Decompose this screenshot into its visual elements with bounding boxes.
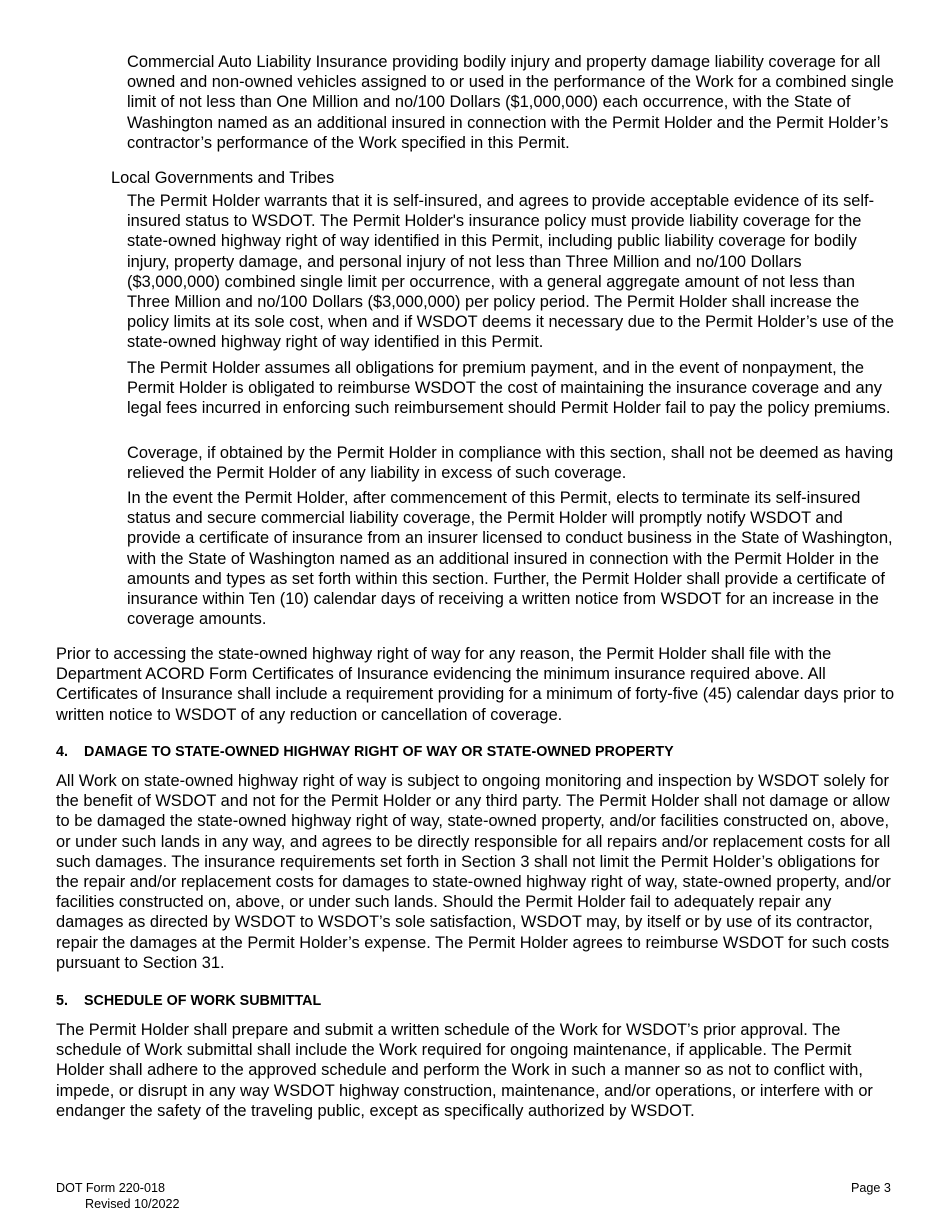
auto-liability-paragraph: Commercial Auto Liability Insurance providing bodily injury and property damage liability coverage for all owned and non-owned vehicles assigned to or used in the performance of the Work for a combined single limit of not less than One Million and no/100 Dollars ($1,000,000) each occurrence, with the State of Washington named as an additional insured in connection with the Permit Holder and the Permit Holder’s contractor’s performance of the Work specified in this Permit.	[127, 53, 894, 152]
prior-access-paragraph: Prior to accessing the state-owned highway right of way for any reason, the Permit Holder shall file with the Department ACORD Form Certificates of Insurance evidencing the minimum insurance required above. All Certificates of Insurance shall include a requirement providing for a minimum of forty-five (45) calendar days prior to written notice to WSDOT of any reduction or cancellation of coverage.	[56, 645, 895, 724]
footer-form-info	[56, 1181, 180, 1212]
footer-form-number: DOT Form 220-018	[56, 1181, 165, 1195]
section-4-number: 4.	[56, 744, 68, 760]
premium-payment-paragraph: The Permit Holder assumes all obligations for premium payment, and in the event of nonpayment, the Permit Holder is obligated to reimburse WSDOT the cost of maintaining the insurance coverage and any legal fees incurred in enforcing such reimbursement should Permit Holder fail to pay the policy premiums.	[127, 359, 891, 418]
section-5-number: 5.	[56, 993, 68, 1009]
section-4-title: DAMAGE TO STATE-OWNED HIGHWAY RIGHT OF WAY OR STATE-OWNED PROPERTY	[84, 744, 674, 760]
footer-revised-date: Revised 10/2022	[85, 1196, 180, 1211]
self-insured-paragraph: The Permit Holder warrants that it is self-insured, and agrees to provide acceptable evidence of its self-insured status to WSDOT. The Permit Holder's insurance policy must provide liability coverage for the state-owned highway right of way identified in this Permit, including public liability coverage for bodily injury, property damage, and personal injury of not less than Three Million and no/100 Dollars ($3,000,000) combined single limit per occurrence, with a general aggregate amount of not less than Three Million and no/100 Dollars ($3,000,000) per policy period. The Permit Holder shall increase the policy limits at its sole cost, when and if WSDOT deems it necessary due to the Permit Holder’s use of the state-owned highway right of way identified in this Permit.	[127, 192, 895, 352]
section-4-heading	[56, 743, 674, 761]
section-5-heading	[56, 992, 321, 1010]
coverage-paragraph: Coverage, if obtained by the Permit Holder in compliance with this section, shall not be deemed as having relieved the Permit Holder of any liability in excess of such coverage.	[127, 444, 894, 483]
section-5-body: The Permit Holder shall prepare and submit a written schedule of the Work for WSDOT’s prior approval. The schedule of Work submittal shall include the Work required for ongoing maintenance, if applicable. The Permit Holder shall adhere to the approved schedule and perform the Work in such a manner so as not to conflict with, impede, or disrupt in any way WSDOT highway construction, maintenance, and/or operations, or interfere with or endanger the safety of the traveling public, except as specifically authorized by WSDOT.	[56, 1021, 873, 1120]
terminate-self-insured-paragraph: In the event the Permit Holder, after commencement of this Permit, elects to terminate its self-insured status and secure commercial liability coverage, the Permit Holder will promptly notify WSDOT and provide a certificate of insurance from an insurer licensed to conduct business in the State of Washington, with the State of Washington named as an additional insured in connection with the Permit Holder in the amounts and types as set forth within this section. Further, the Permit Holder shall provide a certificate of insurance within Ten (10) calendar days of receiving a written notice from WSDOT for an increase in the coverage amounts.	[127, 489, 893, 629]
section-4-body: All Work on state-owned highway right of way is subject to ongoing monitoring and inspection by WSDOT solely for the benefit of WSDOT and not for the Permit Holder or any third party. The Permit Holder shall not damage or allow to be damaged the state-owned highway right of way, state-owned property, and/or facilities constructed on, above, or under such lands in any way, and agrees to be directly responsible for all repairs and/or replacement costs for all such damages. The insurance requirements set forth in Section 3 shall not limit the Permit Holder’s obligations for the repair and/or replacement costs for damages to state-owned highway right of way, state-owned property, and/or facilities constructed on, above, or under such lands. Should the Permit Holder fail to adequately repair any damages as directed by WSDOT to WSDOT’s sole satisfaction, WSDOT may, by itself or by use of its contractor, repair the damages at the Permit Holder’s expense. The Permit Holder agrees to reimburse WSDOT for such costs pursuant to Section 31.	[56, 772, 891, 972]
section-5-title: SCHEDULE OF WORK SUBMITTAL	[84, 993, 322, 1009]
footer-page-number: Page 3	[851, 1181, 891, 1195]
local-governments-heading: Local Governments and Tribes	[111, 169, 335, 187]
